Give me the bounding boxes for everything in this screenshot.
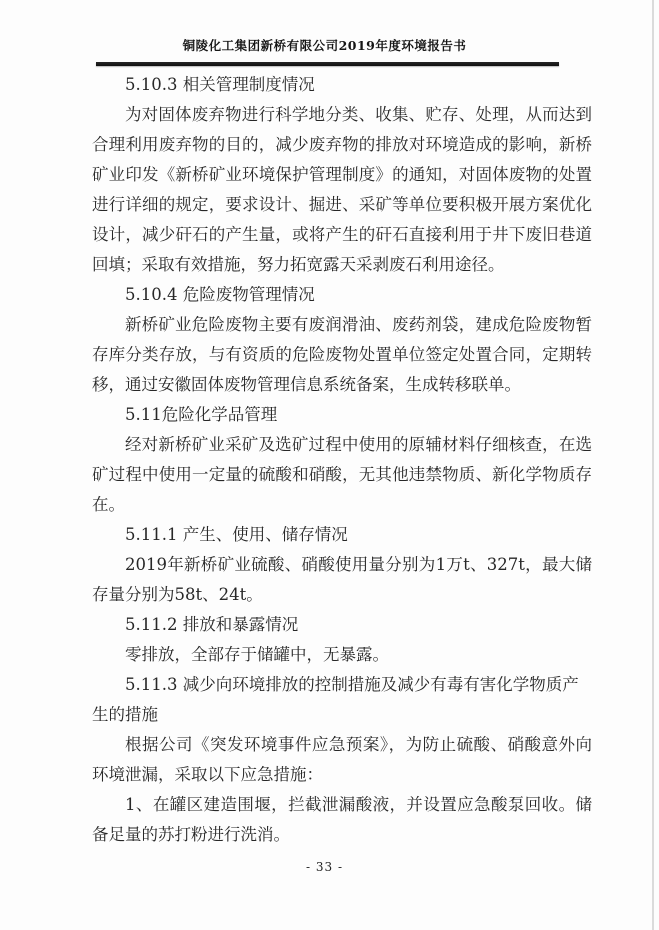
paragraph: 为对固体废弃物进行科学地分类、收集、贮存、处理，从而达到合理利用废弃物的目的，减少废弃物的排放对环境造成的影响，新桥矿业印发《新桥矿业环境保护管理制度》的通知，对固体废物的处置进行详细的规定，要求设计、掘进、采矿等单位要积极开展方案优化设计，减少矸石的产生量，或将产生的矸石直接利用于井下废旧巷道回填；采取有效措施，努力拓宽露天采剥废石利用途径。	[92, 105, 592, 274]
paragraph: 1、在罐区建造围堰，拦截泄漏酸液，并设置应急酸泵回收。储备足量的苏打粉进行洗消。	[92, 795, 592, 844]
paragraph: 根据公司《突发环境事件应急预案》，为防止硫酸、硝酸意外向环境泄漏，采取以下应急措施：	[92, 735, 592, 784]
document-body	[92, 70, 592, 850]
section-heading-5-11: 5.11危险化学品管理	[125, 405, 278, 424]
section-heading-5-11-1: 5.11.1 产生、使用、储存情况	[125, 525, 348, 544]
section-heading-5-11-3: 5.11.3 减少向环境排放的控制措施及减少有毒有害化学物质产生的措施	[92, 675, 579, 724]
page-number: - 33 -	[305, 860, 343, 874]
section-heading-5-10-4: 5.10.4 危险废物管理情况	[125, 285, 315, 304]
paragraph: 经对新桥矿业采矿及选矿过程中使用的原辅材料仔细核查，在选矿过程中使用一定量的硫酸和硝酸，无其他违禁物质、新化学物质存在。	[92, 435, 592, 514]
document-header-title: 铜陵化工集团新桥有限公司2019年度环境报告书	[182, 38, 467, 53]
section-heading-5-10-3: 5.10.3 相关管理制度情况	[125, 75, 315, 94]
section-heading-5-11-2: 5.11.2 排放和暴露情况	[125, 615, 299, 634]
paragraph: 2019年新桥矿业硫酸、硝酸使用量分别为1万t、327t，最大储存量分别为58t、24t。	[92, 555, 592, 604]
header-rule-divider	[96, 62, 559, 66]
scan-edge-artifact	[652, 0, 654, 930]
paragraph: 新桥矿业危险废物主要有废润滑油、废药剂袋，建成危险废物暂存库分类存放，与有资质的危险废物处置单位签定处置合同，定期转移，通过安徽固体废物管理信息系统备案，生成转移联单。	[92, 315, 592, 394]
paragraph: 零排放，全部存于储罐中，无暴露。	[125, 645, 389, 664]
